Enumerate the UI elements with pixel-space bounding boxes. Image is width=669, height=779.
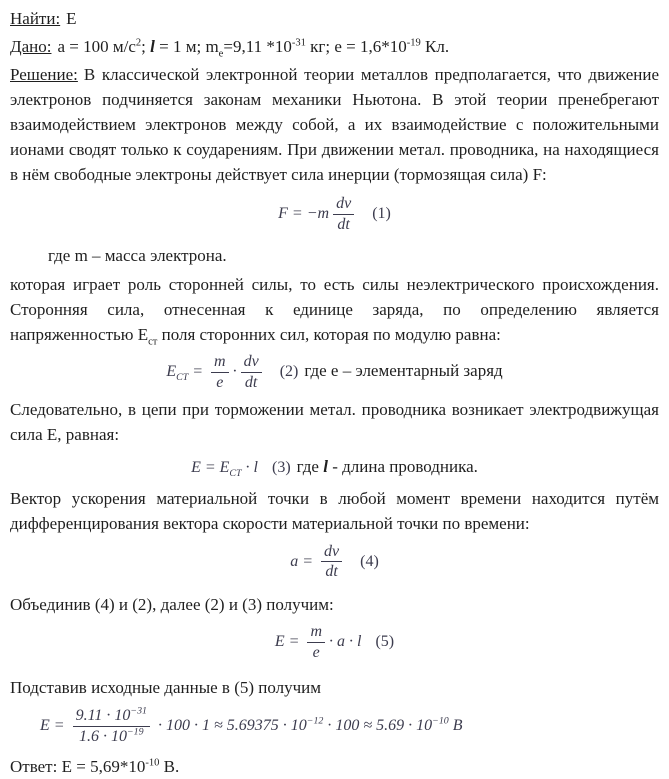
note-prefix: где bbox=[296, 456, 324, 476]
formula-4 bbox=[10, 543, 659, 582]
calculation-mid-1: · 100 · 1 ≈ 5.69375 · 10 bbox=[153, 717, 307, 735]
formula-2 bbox=[10, 353, 659, 392]
given-line bbox=[10, 34, 659, 59]
formula-3-rhs: · l bbox=[241, 458, 258, 476]
answer-line bbox=[10, 754, 659, 779]
given-charge-exp: -19 bbox=[406, 37, 421, 49]
formula-4-lhs: a = bbox=[290, 552, 318, 570]
note-suffix: - длина проводника. bbox=[327, 456, 478, 476]
formula-2-math bbox=[166, 352, 265, 391]
equals-sign: = bbox=[188, 362, 208, 380]
numerator: dv bbox=[333, 195, 354, 215]
given-mass-exp: -31 bbox=[291, 37, 306, 49]
find-value: Е bbox=[66, 9, 77, 28]
formula-3-subscript: СТ bbox=[229, 467, 242, 479]
paragraph-2-text-a: которая играет роль сторонней силы, то есть силы неэлектрического происхождения. Сторонняя сила, отнесенная к единице заряда, по определению является напряженностью Е bbox=[10, 274, 659, 344]
solution-paragraph-1 bbox=[10, 62, 659, 187]
given-label: Дано: bbox=[10, 37, 52, 56]
denominator: dt bbox=[337, 215, 350, 233]
given-acceleration: a = 100 м/с bbox=[57, 37, 136, 56]
calculation-exp-1: −12 bbox=[306, 715, 324, 727]
given-separator: ; bbox=[141, 37, 151, 56]
denominator bbox=[76, 727, 147, 746]
find-line bbox=[10, 6, 659, 31]
numerator-base: 9.11 · 10 bbox=[75, 707, 131, 725]
result-unit: В bbox=[448, 717, 463, 735]
formula-1 bbox=[10, 195, 659, 234]
formula-3-number: (3) bbox=[272, 458, 291, 476]
solution-paragraph-4: Вектор ускорения материальной точки в любой момент времени находится путём дифференцирования вектора скорости материальной точки по времени: bbox=[10, 488, 659, 533]
denominator: dt bbox=[244, 373, 258, 391]
formula-3-lhs: E = E bbox=[191, 458, 230, 476]
formula-2-note: где е – элементарный заряд bbox=[304, 360, 503, 380]
calculation-exp-2: −10 bbox=[432, 715, 449, 727]
fraction bbox=[321, 543, 342, 582]
formula-4-math bbox=[290, 542, 346, 581]
paragraph-2-text-b: поля сторонних сил, которая по модулю равна: bbox=[157, 324, 501, 344]
given-charge-unit: Кл. bbox=[420, 37, 450, 56]
formula-1-number: (1) bbox=[372, 205, 391, 223]
numerator: dv bbox=[321, 543, 342, 563]
field-subscript: ст bbox=[148, 336, 158, 348]
numerator: dv bbox=[241, 353, 262, 373]
fraction bbox=[333, 195, 354, 234]
fraction bbox=[211, 353, 229, 392]
length-symbol: l bbox=[323, 456, 328, 476]
answer-unit: В. bbox=[159, 756, 180, 776]
given-acceleration-exp: 2 bbox=[135, 37, 142, 49]
dot-operator: · bbox=[232, 362, 237, 380]
fraction bbox=[73, 707, 150, 746]
formula-5-math bbox=[274, 623, 362, 662]
fraction bbox=[307, 623, 325, 662]
formula-2-number: (2) bbox=[279, 362, 299, 380]
where-m-line: где m – масса электрона. bbox=[48, 245, 227, 265]
formula-4-number: (4) bbox=[360, 552, 379, 570]
denominator-exp: −19 bbox=[126, 726, 144, 738]
answer-exp: -10 bbox=[145, 757, 160, 769]
denominator: е bbox=[216, 373, 224, 391]
answer-label: Ответ: bbox=[10, 756, 62, 776]
given-length-value: = 1 м; m bbox=[154, 37, 219, 56]
formula-2-lhs-subscript: СТ bbox=[176, 372, 189, 384]
formula-1-lhs: F = −m bbox=[278, 205, 330, 223]
formula-5 bbox=[10, 623, 659, 662]
solution-label: Решение: bbox=[10, 65, 78, 84]
solution-text-1: В классической электронной теории металлов предполагается, что движение электронов подчиняется законам механики Ньютона. В этой теории пренебрегают взаимодействием электронов между собой, а их взаимодействие с положительными ионами сводят только к соударениям. При движении метал. проводника, на находящиеся в нём свободные электроны действует сила инерции (тормозящая сила) F: bbox=[10, 65, 659, 184]
formula-1-math bbox=[278, 195, 358, 233]
denominator: dt bbox=[325, 563, 338, 581]
solution-paragraph-3: Следовательно, в цепи при торможении метал. проводника возникает электродвижущая сила Е, равная: bbox=[10, 399, 659, 444]
given-mass-value: =9,11 *10 bbox=[223, 37, 292, 56]
denominator-base: 1.6 · 10 bbox=[78, 728, 127, 746]
given-mass-subscript: е bbox=[218, 48, 224, 60]
find-label: Найти: bbox=[10, 9, 61, 28]
given-length-symbol: l bbox=[150, 37, 155, 56]
numerator: m bbox=[307, 623, 325, 643]
numerator bbox=[73, 707, 150, 727]
formula-5-rhs: · a · l bbox=[329, 633, 362, 651]
formula-3-note bbox=[297, 457, 478, 476]
denominator: е bbox=[312, 644, 320, 662]
solution-paragraph-2 bbox=[10, 272, 659, 347]
calculation-mid-2: · 100 ≈ 5.69 · 10 bbox=[323, 717, 433, 735]
numerator: m bbox=[211, 353, 229, 373]
formula-3 bbox=[10, 457, 659, 477]
formula-5-number: (5) bbox=[375, 633, 395, 651]
formula-3-math bbox=[191, 458, 258, 479]
final-lhs: E = bbox=[40, 717, 69, 735]
given-charge-value: кг; е = 1,6*10 bbox=[305, 37, 407, 56]
substitute-line: Подставив исходные данные в (5) получим bbox=[10, 678, 322, 698]
fraction bbox=[241, 353, 262, 392]
formula-5-lhs: E = bbox=[274, 633, 304, 651]
numerator-exp: −31 bbox=[130, 705, 147, 717]
combine-line: Объединив (4) и (2), далее (2) и (3) получим: bbox=[10, 595, 334, 615]
answer-value: Е = 5,69*10 bbox=[61, 756, 146, 776]
final-calculation bbox=[10, 707, 659, 746]
formula-2-lhs: E bbox=[166, 362, 177, 380]
